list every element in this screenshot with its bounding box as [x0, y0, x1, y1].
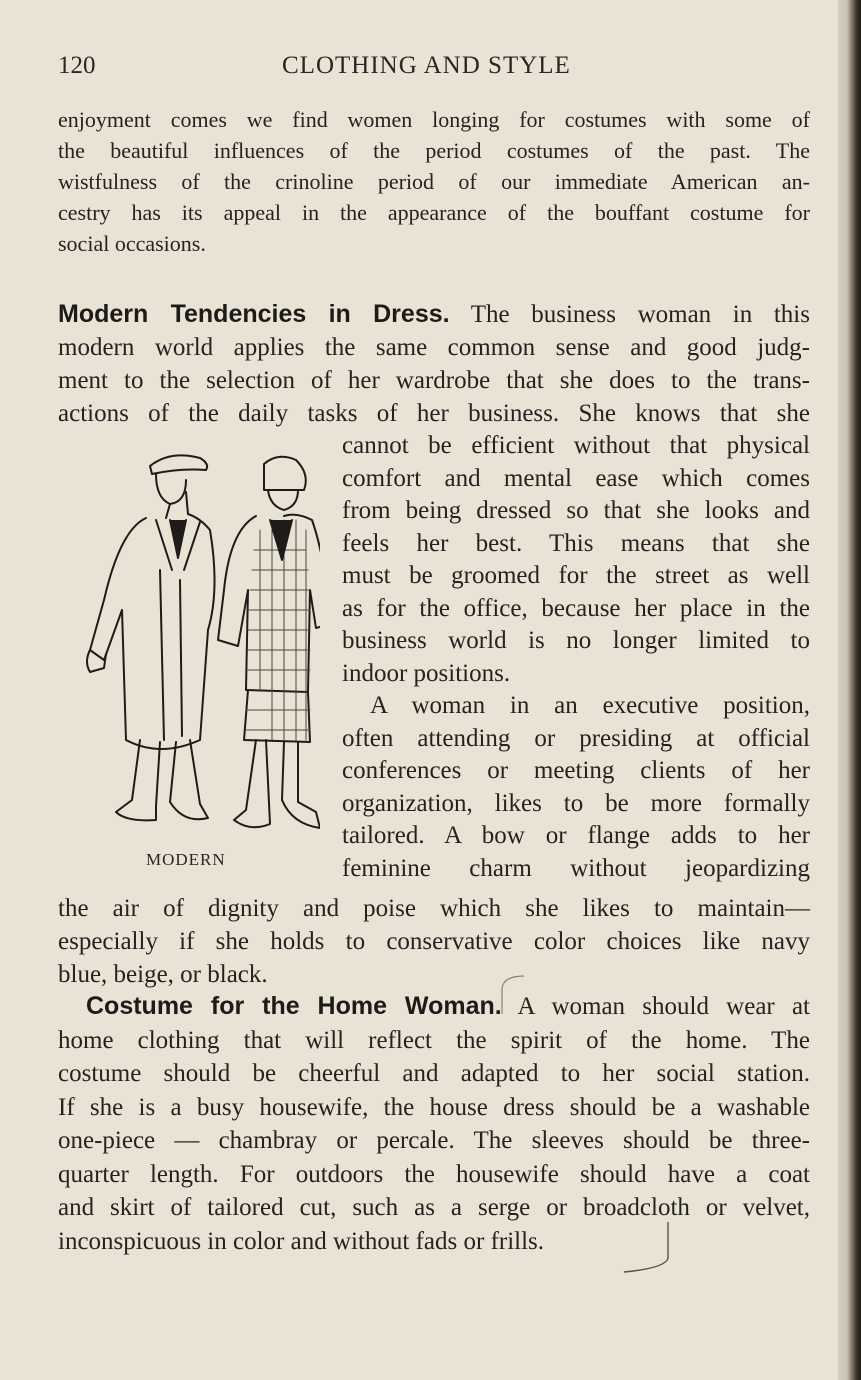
- bow-tie-shape: [270, 520, 292, 560]
- text-run: The business woman in this: [470, 301, 810, 328]
- text-line: from being dressed so that she looks and: [342, 497, 810, 524]
- text-line: [58, 298, 810, 331]
- text-line: often attending or presiding at official: [342, 724, 810, 752]
- text-line: organization, likes to be more formally: [342, 789, 810, 817]
- text-line: indoor positions.: [342, 659, 511, 687]
- text-line: tailored. A bow or flange adds to her: [342, 822, 810, 849]
- plaid-pattern: [246, 520, 310, 740]
- text-line: costume should be cheerful and adapted to her social station.: [58, 1060, 810, 1087]
- coat-outline: [90, 514, 215, 749]
- text-line: the beautiful influences of the period costumes of the past. The: [58, 138, 810, 163]
- text-line: [58, 990, 810, 1024]
- home-woman-paragraph: [58, 990, 810, 1258]
- cap-shape: [150, 455, 207, 474]
- right-stocking-leg: [282, 742, 320, 828]
- text-line: cestry has its appeal in the appearance of the bouffant costume for: [58, 200, 810, 225]
- text-line: as for the office, because her place in the: [342, 594, 810, 622]
- text-line: the air of dignity and poise which she likes to maintain—: [58, 895, 810, 922]
- text-line: feminine charm without jeopardizing: [342, 854, 810, 882]
- running-title: CLOTHING AND STYLE: [282, 52, 571, 79]
- face-outline-2: [268, 490, 298, 510]
- left-stocking-leg: [234, 740, 270, 827]
- text-line: one-piece — chambray or percale. The sleeves should be three-: [58, 1127, 810, 1154]
- text-beside-figure: [342, 430, 810, 885]
- text-line: A woman in an executive position,: [370, 692, 810, 719]
- skirt-outline: [244, 690, 310, 742]
- text-line: and skirt of tailored cut, such as a serge or broadcloth or velvet,: [58, 1194, 810, 1221]
- pencil-bracket-mark: [618, 1218, 678, 1278]
- page-number: 120: [58, 52, 96, 79]
- text-line: actions of the daily tasks of her business. She knows that she: [58, 400, 810, 427]
- text-line: If she is a busy housewife, the house dress should be a washable: [58, 1093, 810, 1121]
- text-line: modern world applies the same common sense and good judg-: [58, 334, 810, 361]
- glove-shape: [87, 650, 106, 672]
- pencil-bracket-mark: [494, 968, 534, 1018]
- left-leg: [116, 740, 160, 820]
- text-line: feels her best. This means that she: [342, 529, 810, 557]
- right-leg: [170, 740, 208, 819]
- text-line: blue, beige, or black.: [58, 961, 268, 988]
- neck-lines: [166, 492, 188, 518]
- running-head: [0, 52, 848, 92]
- text-line: comfort and mental ease which comes: [342, 464, 810, 492]
- text-line: cannot be efficient without that physical: [342, 432, 810, 459]
- text-line: ment to the selection of her wardrobe that she does to the trans-: [58, 367, 810, 394]
- modern-fashion-illustration: [60, 440, 320, 840]
- text-line: conferences or meeting clients of her: [342, 757, 810, 784]
- text-line: social occasions.: [58, 231, 206, 256]
- book-spine-edge: [838, 0, 861, 1380]
- text-line: business world is no longer limited to: [342, 627, 810, 654]
- text-line: especially if she holds to conservative color choices like navy: [58, 928, 810, 955]
- text-line: must be groomed for the street as well: [342, 562, 810, 589]
- text-line: wistfulness of the crinoline period of our immediate American an-: [58, 169, 810, 194]
- text-line: home clothing that will reflect the spirit of the home. The: [58, 1026, 810, 1054]
- text-line: quarter length. For outdoors the housewife should have a coat: [58, 1160, 810, 1188]
- necktie-shape: [170, 520, 186, 558]
- text-run: A woman should wear at: [517, 993, 811, 1020]
- modern-tendencies-paragraph: [58, 298, 810, 430]
- section-heading-modern-tendencies: Modern Tendencies in Dress.: [58, 300, 450, 328]
- text-line: enjoyment comes we find women longing for costumes with some of: [58, 107, 810, 132]
- face-outline: [156, 474, 186, 504]
- figure-caption: MODERN: [146, 850, 226, 869]
- text-line: inconspicuous in color and without fads or frills.: [58, 1227, 545, 1255]
- text-after-figure: [58, 892, 810, 991]
- coat-fold-lines: [160, 570, 182, 740]
- cloche-hat: [264, 457, 306, 490]
- paragraph-1: [58, 104, 810, 259]
- jacket-outline: [218, 515, 320, 692]
- section-heading-home-woman: Costume for the Home Woman.: [86, 992, 502, 1020]
